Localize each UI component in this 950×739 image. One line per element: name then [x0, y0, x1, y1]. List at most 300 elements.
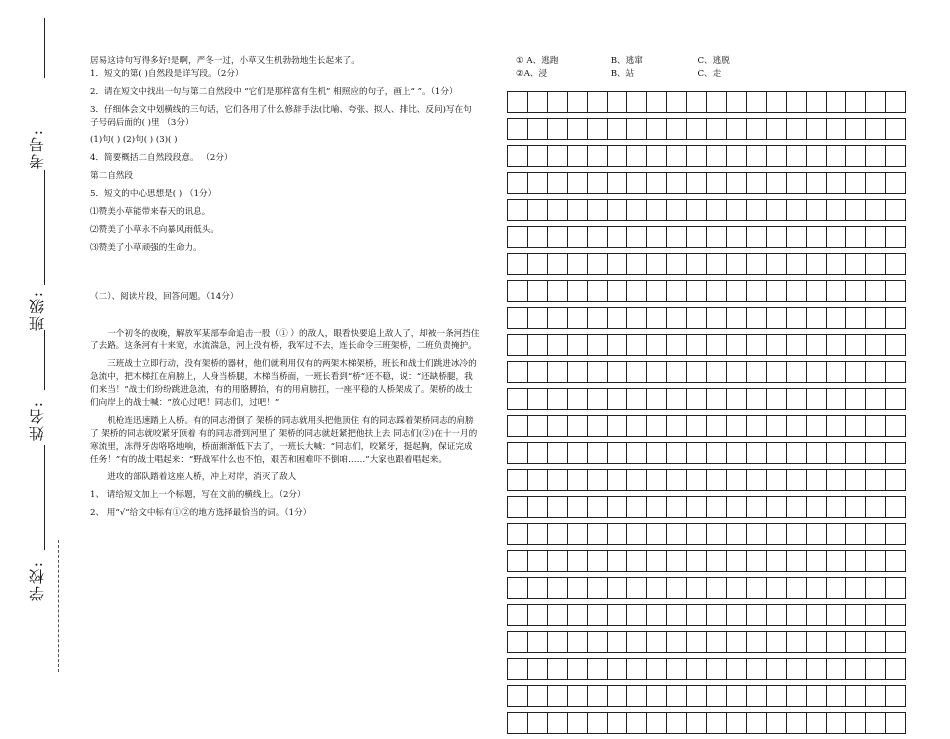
grid-cell[interactable] — [727, 335, 747, 355]
grid-cell[interactable] — [608, 551, 628, 571]
grid-cell[interactable] — [707, 686, 727, 706]
grid-cell[interactable] — [667, 497, 687, 517]
grid-cell[interactable] — [548, 497, 568, 517]
grid-cell[interactable] — [807, 605, 827, 625]
grid-cell[interactable] — [767, 92, 787, 112]
grid-cell[interactable] — [548, 254, 568, 274]
grid-cell[interactable] — [608, 416, 628, 436]
grid-cell[interactable] — [667, 443, 687, 463]
grid-cell[interactable] — [846, 416, 866, 436]
grid-cell[interactable] — [866, 281, 886, 301]
grid-cell[interactable] — [687, 551, 707, 571]
grid-cell[interactable] — [807, 281, 827, 301]
grid-cell[interactable] — [727, 416, 747, 436]
grid-cell[interactable] — [667, 389, 687, 409]
grid-cell[interactable] — [767, 659, 787, 679]
grid-cell[interactable] — [727, 173, 747, 193]
grid-cell[interactable] — [568, 362, 588, 382]
grid-cell[interactable] — [627, 470, 647, 490]
grid-cell[interactable] — [608, 335, 628, 355]
grid-cell[interactable] — [827, 713, 847, 733]
grid-cell[interactable] — [886, 713, 905, 733]
grid-cell[interactable] — [787, 200, 807, 220]
grid-cell[interactable] — [548, 389, 568, 409]
grid-cell[interactable] — [588, 335, 608, 355]
grid-cell[interactable] — [807, 146, 827, 166]
grid-cell[interactable] — [508, 605, 528, 625]
grid-cell[interactable] — [548, 443, 568, 463]
grid-cell[interactable] — [528, 470, 548, 490]
grid-cell[interactable] — [647, 470, 667, 490]
grid-cell[interactable] — [727, 470, 747, 490]
grid-cell[interactable] — [747, 497, 767, 517]
grid-cell[interactable] — [667, 713, 687, 733]
grid-cell[interactable] — [707, 632, 727, 652]
grid-cell[interactable] — [727, 686, 747, 706]
grid-cell[interactable] — [807, 389, 827, 409]
grid-cell[interactable] — [687, 713, 707, 733]
grid-cell[interactable] — [588, 524, 608, 544]
grid-cell[interactable] — [528, 119, 548, 139]
grid-cell[interactable] — [846, 200, 866, 220]
grid-cell[interactable] — [866, 632, 886, 652]
grid-cell[interactable] — [508, 200, 528, 220]
grid-cell[interactable] — [528, 443, 548, 463]
grid-cell[interactable] — [727, 281, 747, 301]
grid-cell[interactable] — [807, 713, 827, 733]
grid-cell[interactable] — [548, 92, 568, 112]
grid-cell[interactable] — [568, 470, 588, 490]
grid-cell[interactable] — [866, 443, 886, 463]
grid-cell[interactable] — [528, 551, 548, 571]
grid-cell[interactable] — [827, 389, 847, 409]
grid-cell[interactable] — [767, 632, 787, 652]
grid-cell[interactable] — [886, 335, 905, 355]
grid-cell[interactable] — [508, 416, 528, 436]
grid-cell[interactable] — [528, 335, 548, 355]
grid-cell[interactable] — [528, 416, 548, 436]
grid-cell[interactable] — [846, 173, 866, 193]
grid-cell[interactable] — [747, 605, 767, 625]
grid-cell[interactable] — [667, 524, 687, 544]
grid-cell[interactable] — [627, 146, 647, 166]
grid-cell[interactable] — [548, 362, 568, 382]
grid-cell[interactable] — [727, 551, 747, 571]
grid-cell[interactable] — [827, 551, 847, 571]
grid-cell[interactable] — [687, 578, 707, 598]
grid-cell[interactable] — [687, 200, 707, 220]
grid-cell[interactable] — [548, 308, 568, 328]
grid-cell[interactable] — [548, 470, 568, 490]
grid-cell[interactable] — [787, 119, 807, 139]
grid-cell[interactable] — [667, 578, 687, 598]
grid-cell[interactable] — [627, 119, 647, 139]
grid-cell[interactable] — [787, 497, 807, 517]
grid-cell[interactable] — [667, 416, 687, 436]
grid-cell[interactable] — [508, 254, 528, 274]
writing-grid[interactable] — [507, 91, 906, 739]
grid-cell[interactable] — [647, 119, 667, 139]
grid-cell[interactable] — [846, 335, 866, 355]
grid-cell[interactable] — [767, 308, 787, 328]
grid-cell[interactable] — [846, 524, 866, 544]
grid-cell[interactable] — [886, 578, 905, 598]
grid-cell[interactable] — [727, 497, 747, 517]
grid-cell[interactable] — [747, 308, 767, 328]
grid-cell[interactable] — [667, 308, 687, 328]
grid-cell[interactable] — [608, 200, 628, 220]
grid-cell[interactable] — [687, 92, 707, 112]
grid-cell[interactable] — [687, 686, 707, 706]
grid-cell[interactable] — [767, 524, 787, 544]
grid-cell[interactable] — [787, 362, 807, 382]
grid-cell[interactable] — [548, 227, 568, 247]
grid-cell[interactable] — [827, 362, 847, 382]
grid-cell[interactable] — [568, 146, 588, 166]
grid-cell[interactable] — [687, 281, 707, 301]
grid-cell[interactable] — [568, 308, 588, 328]
grid-cell[interactable] — [707, 200, 727, 220]
grid-cell[interactable] — [767, 686, 787, 706]
grid-cell[interactable] — [886, 173, 905, 193]
grid-cell[interactable] — [687, 389, 707, 409]
grid-cell[interactable] — [667, 146, 687, 166]
grid-cell[interactable] — [707, 443, 727, 463]
grid-cell[interactable] — [608, 659, 628, 679]
grid-cell[interactable] — [866, 119, 886, 139]
grid-cell[interactable] — [866, 227, 886, 247]
grid-cell[interactable] — [647, 416, 667, 436]
grid-cell[interactable] — [568, 281, 588, 301]
grid-cell[interactable] — [548, 524, 568, 544]
grid-cell[interactable] — [568, 416, 588, 436]
grid-cell[interactable] — [508, 659, 528, 679]
grid-cell[interactable] — [866, 416, 886, 436]
grid-cell[interactable] — [846, 632, 866, 652]
grid-cell[interactable] — [508, 470, 528, 490]
grid-cell[interactable] — [767, 551, 787, 571]
grid-cell[interactable] — [866, 578, 886, 598]
grid-cell[interactable] — [846, 713, 866, 733]
grid-cell[interactable] — [866, 254, 886, 274]
grid-cell[interactable] — [827, 92, 847, 112]
grid-cell[interactable] — [528, 686, 548, 706]
grid-cell[interactable] — [647, 173, 667, 193]
grid-cell[interactable] — [727, 524, 747, 544]
grid-cell[interactable] — [866, 686, 886, 706]
grid-cell[interactable] — [548, 713, 568, 733]
grid-cell[interactable] — [627, 497, 647, 517]
grid-cell[interactable] — [667, 605, 687, 625]
grid-cell[interactable] — [866, 605, 886, 625]
grid-cell[interactable] — [707, 416, 727, 436]
grid-cell[interactable] — [588, 632, 608, 652]
grid-cell[interactable] — [827, 173, 847, 193]
grid-cell[interactable] — [827, 416, 847, 436]
grid-cell[interactable] — [846, 119, 866, 139]
grid-cell[interactable] — [687, 173, 707, 193]
grid-cell[interactable] — [886, 551, 905, 571]
grid-cell[interactable] — [707, 335, 727, 355]
grid-cell[interactable] — [767, 173, 787, 193]
grid-cell[interactable] — [647, 227, 667, 247]
grid-cell[interactable] — [627, 632, 647, 652]
grid-cell[interactable] — [627, 335, 647, 355]
grid-cell[interactable] — [787, 605, 807, 625]
grid-cell[interactable] — [608, 254, 628, 274]
grid-cell[interactable] — [827, 119, 847, 139]
grid-cell[interactable] — [667, 335, 687, 355]
grid-cell[interactable] — [608, 389, 628, 409]
grid-cell[interactable] — [827, 335, 847, 355]
grid-cell[interactable] — [866, 362, 886, 382]
grid-cell[interactable] — [508, 308, 528, 328]
grid-cell[interactable] — [727, 659, 747, 679]
grid-cell[interactable] — [588, 200, 608, 220]
grid-cell[interactable] — [747, 92, 767, 112]
grid-cell[interactable] — [767, 335, 787, 355]
grid-cell[interactable] — [667, 254, 687, 274]
grid-cell[interactable] — [568, 254, 588, 274]
grid-cell[interactable] — [647, 281, 667, 301]
grid-cell[interactable] — [647, 659, 667, 679]
grid-cell[interactable] — [528, 605, 548, 625]
grid-cell[interactable] — [707, 92, 727, 112]
grid-cell[interactable] — [528, 173, 548, 193]
grid-cell[interactable] — [886, 200, 905, 220]
grid-cell[interactable] — [886, 119, 905, 139]
grid-cell[interactable] — [807, 200, 827, 220]
grid-cell[interactable] — [747, 659, 767, 679]
grid-cell[interactable] — [568, 713, 588, 733]
grid-cell[interactable] — [548, 605, 568, 625]
grid-cell[interactable] — [807, 686, 827, 706]
grid-cell[interactable] — [747, 686, 767, 706]
grid-cell[interactable] — [807, 362, 827, 382]
grid-cell[interactable] — [568, 686, 588, 706]
grid-cell[interactable] — [747, 227, 767, 247]
grid-cell[interactable] — [528, 632, 548, 652]
grid-cell[interactable] — [767, 119, 787, 139]
grid-cell[interactable] — [647, 497, 667, 517]
grid-cell[interactable] — [568, 200, 588, 220]
grid-cell[interactable] — [627, 551, 647, 571]
grid-cell[interactable] — [568, 389, 588, 409]
grid-cell[interactable] — [627, 524, 647, 544]
grid-cell[interactable] — [787, 335, 807, 355]
grid-cell[interactable] — [846, 146, 866, 166]
grid-cell[interactable] — [647, 524, 667, 544]
grid-cell[interactable] — [627, 92, 647, 112]
grid-cell[interactable] — [548, 416, 568, 436]
grid-cell[interactable] — [707, 524, 727, 544]
grid-cell[interactable] — [807, 173, 827, 193]
grid-cell[interactable] — [627, 227, 647, 247]
grid-cell[interactable] — [687, 308, 707, 328]
grid-cell[interactable] — [627, 389, 647, 409]
grid-cell[interactable] — [886, 686, 905, 706]
grid-cell[interactable] — [846, 362, 866, 382]
grid-cell[interactable] — [727, 200, 747, 220]
grid-cell[interactable] — [767, 443, 787, 463]
grid-cell[interactable] — [846, 578, 866, 598]
grid-cell[interactable] — [687, 119, 707, 139]
grid-cell[interactable] — [747, 470, 767, 490]
grid-cell[interactable] — [687, 497, 707, 517]
grid-cell[interactable] — [647, 92, 667, 112]
grid-cell[interactable] — [727, 308, 747, 328]
grid-cell[interactable] — [846, 281, 866, 301]
grid-cell[interactable] — [807, 551, 827, 571]
grid-cell[interactable] — [866, 551, 886, 571]
grid-cell[interactable] — [667, 200, 687, 220]
grid-cell[interactable] — [827, 497, 847, 517]
grid-cell[interactable] — [528, 254, 548, 274]
grid-cell[interactable] — [846, 227, 866, 247]
grid-cell[interactable] — [787, 389, 807, 409]
grid-cell[interactable] — [807, 443, 827, 463]
grid-cell[interactable] — [747, 578, 767, 598]
grid-cell[interactable] — [787, 416, 807, 436]
grid-cell[interactable] — [588, 173, 608, 193]
grid-cell[interactable] — [647, 146, 667, 166]
grid-cell[interactable] — [528, 281, 548, 301]
grid-cell[interactable] — [608, 605, 628, 625]
grid-cell[interactable] — [588, 497, 608, 517]
grid-cell[interactable] — [608, 308, 628, 328]
grid-cell[interactable] — [568, 659, 588, 679]
grid-cell[interactable] — [807, 308, 827, 328]
grid-cell[interactable] — [608, 524, 628, 544]
grid-cell[interactable] — [568, 497, 588, 517]
grid-cell[interactable] — [747, 146, 767, 166]
grid-cell[interactable] — [807, 470, 827, 490]
grid-cell[interactable] — [747, 551, 767, 571]
grid-cell[interactable] — [787, 686, 807, 706]
grid-cell[interactable] — [747, 389, 767, 409]
grid-cell[interactable] — [687, 362, 707, 382]
grid-cell[interactable] — [687, 227, 707, 247]
grid-cell[interactable] — [707, 605, 727, 625]
grid-cell[interactable] — [508, 686, 528, 706]
grid-cell[interactable] — [647, 551, 667, 571]
grid-cell[interactable] — [627, 308, 647, 328]
grid-cell[interactable] — [886, 281, 905, 301]
grid-cell[interactable] — [707, 173, 727, 193]
grid-cell[interactable] — [787, 146, 807, 166]
grid-cell[interactable] — [588, 308, 608, 328]
grid-cell[interactable] — [707, 659, 727, 679]
grid-cell[interactable] — [528, 362, 548, 382]
grid-cell[interactable] — [767, 389, 787, 409]
grid-cell[interactable] — [787, 308, 807, 328]
grid-cell[interactable] — [727, 227, 747, 247]
grid-cell[interactable] — [528, 92, 548, 112]
grid-cell[interactable] — [727, 713, 747, 733]
grid-cell[interactable] — [508, 497, 528, 517]
grid-cell[interactable] — [528, 578, 548, 598]
grid-cell[interactable] — [528, 713, 548, 733]
grid-cell[interactable] — [528, 524, 548, 544]
grid-cell[interactable] — [528, 659, 548, 679]
grid-cell[interactable] — [886, 605, 905, 625]
grid-cell[interactable] — [588, 254, 608, 274]
grid-cell[interactable] — [787, 92, 807, 112]
grid-cell[interactable] — [667, 470, 687, 490]
grid-cell[interactable] — [787, 551, 807, 571]
grid-cell[interactable] — [687, 659, 707, 679]
grid-cell[interactable] — [866, 146, 886, 166]
grid-cell[interactable] — [627, 362, 647, 382]
grid-cell[interactable] — [886, 227, 905, 247]
grid-cell[interactable] — [608, 119, 628, 139]
grid-cell[interactable] — [508, 119, 528, 139]
grid-cell[interactable] — [886, 362, 905, 382]
grid-cell[interactable] — [588, 470, 608, 490]
grid-cell[interactable] — [548, 281, 568, 301]
grid-cell[interactable] — [827, 605, 847, 625]
grid-cell[interactable] — [747, 524, 767, 544]
grid-cell[interactable] — [647, 605, 667, 625]
grid-cell[interactable] — [747, 119, 767, 139]
grid-cell[interactable] — [827, 146, 847, 166]
grid-cell[interactable] — [627, 254, 647, 274]
grid-cell[interactable] — [787, 659, 807, 679]
grid-cell[interactable] — [508, 389, 528, 409]
grid-cell[interactable] — [707, 227, 727, 247]
grid-cell[interactable] — [647, 443, 667, 463]
grid-cell[interactable] — [707, 497, 727, 517]
grid-cell[interactable] — [886, 389, 905, 409]
grid-cell[interactable] — [827, 524, 847, 544]
grid-cell[interactable] — [787, 281, 807, 301]
grid-cell[interactable] — [508, 227, 528, 247]
grid-cell[interactable] — [508, 524, 528, 544]
grid-cell[interactable] — [548, 173, 568, 193]
grid-cell[interactable] — [608, 497, 628, 517]
grid-cell[interactable] — [608, 227, 628, 247]
grid-cell[interactable] — [588, 92, 608, 112]
grid-cell[interactable] — [747, 335, 767, 355]
grid-cell[interactable] — [807, 119, 827, 139]
grid-cell[interactable] — [707, 308, 727, 328]
grid-cell[interactable] — [767, 497, 787, 517]
grid-cell[interactable] — [767, 200, 787, 220]
grid-cell[interactable] — [747, 416, 767, 436]
grid-cell[interactable] — [508, 551, 528, 571]
grid-cell[interactable] — [508, 713, 528, 733]
grid-cell[interactable] — [747, 281, 767, 301]
grid-cell[interactable] — [608, 146, 628, 166]
grid-cell[interactable] — [767, 146, 787, 166]
grid-cell[interactable] — [627, 281, 647, 301]
grid-cell[interactable] — [827, 443, 847, 463]
grid-cell[interactable] — [647, 335, 667, 355]
grid-cell[interactable] — [886, 524, 905, 544]
grid-cell[interactable] — [687, 605, 707, 625]
grid-cell[interactable] — [548, 200, 568, 220]
grid-cell[interactable] — [608, 281, 628, 301]
grid-cell[interactable] — [588, 119, 608, 139]
grid-cell[interactable] — [588, 416, 608, 436]
grid-cell[interactable] — [866, 308, 886, 328]
grid-cell[interactable] — [886, 497, 905, 517]
grid-cell[interactable] — [627, 659, 647, 679]
grid-cell[interactable] — [866, 713, 886, 733]
grid-cell[interactable] — [886, 308, 905, 328]
grid-cell[interactable] — [568, 335, 588, 355]
grid-cell[interactable] — [827, 659, 847, 679]
